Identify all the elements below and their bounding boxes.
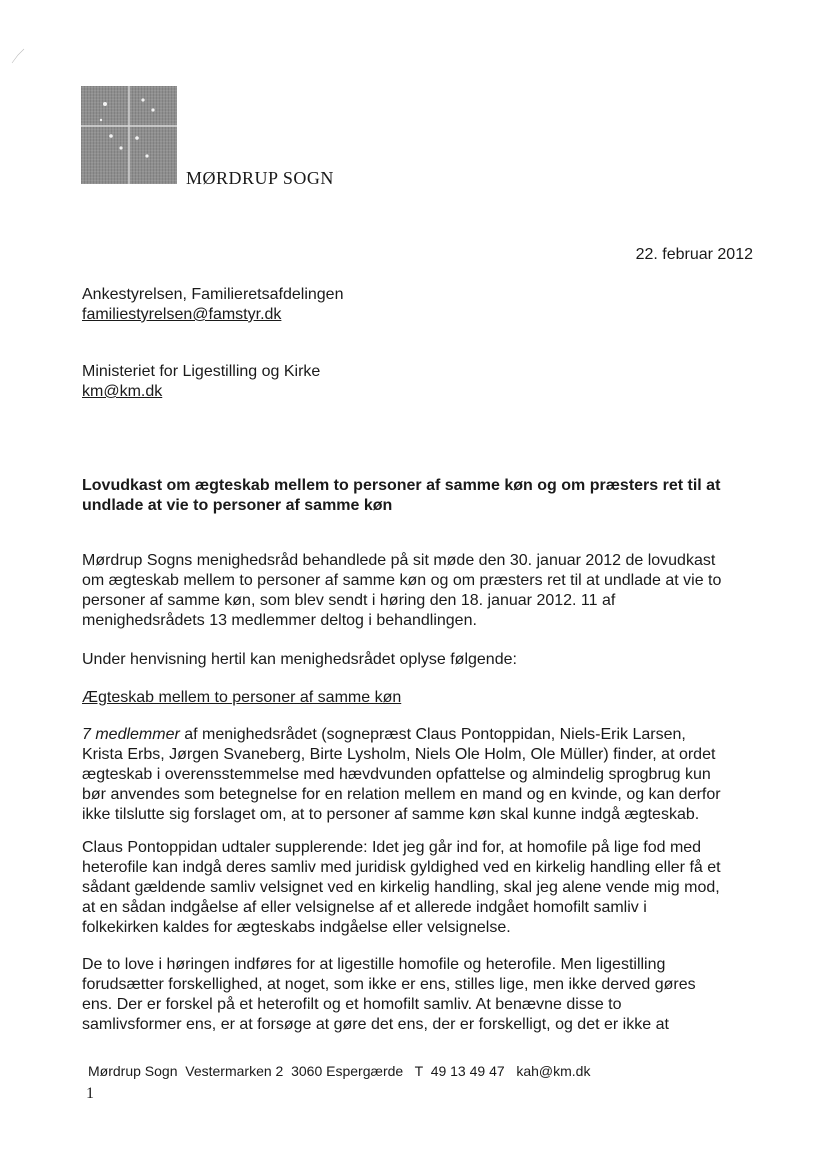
body-paragraph-4	[82, 838, 757, 938]
text-line: personer af samme køn, som blev sendt i høring den 18. januar 2012. 11 af	[82, 592, 616, 609]
body-paragraph-2: Under henvisning hertil kan menighedsrådet oplyse følgende:	[82, 651, 517, 668]
text-line: om ægteskab mellem to personer af samme køn og om præsters ret til at undlade at vie to	[82, 572, 722, 589]
parish-logo	[81, 86, 177, 184]
text-line	[82, 725, 757, 745]
footer-name: Mørdrup Sogn	[88, 1063, 178, 1079]
text-line: menighedsrådets 13 medlemmer deltog i behandlingen.	[82, 612, 477, 629]
subject-line: Lovudkast om ægteskab mellem to personer af samme køn og om præsters ret til at	[82, 477, 721, 494]
scan-artifact	[10, 45, 30, 65]
text-line: Mørdrup Sogns menighedsråd behandlede på sit møde den 30. januar 2012 de lovudkast	[82, 552, 716, 569]
text-line: ægteskab i overensstemmelse med hævdvunden opfattelse og almindelig sprogbrug kun	[82, 766, 711, 783]
recipient-1	[82, 285, 343, 325]
text-line: folkekirken kaldes for ægteskabs indgåelse eller velsignelse.	[82, 919, 511, 936]
recipient-2	[82, 362, 320, 402]
recipient-email-link[interactable]: familiestyrelsen@famstyr.dk	[82, 306, 282, 323]
text-line: Claus Pontoppidan udtaler supplerende: Idet jeg går ind for, at homofile på lige fod med	[82, 839, 702, 856]
subject-line: undlade at vie to personer af samme køn	[82, 497, 393, 514]
cross-stars-icon	[81, 86, 177, 184]
text-line: De to love i høringen indføres for at ligestille homofile og heterofile. Men ligestilling	[82, 956, 666, 973]
letter-subject	[82, 476, 752, 516]
recipient-name: Ankestyrelsen, Familieretsafdelingen	[82, 286, 344, 303]
text-line: ens. Der er forskel på et heterofilt og et homofilt samliv. At benævne disse to	[82, 996, 622, 1013]
footer-email: kah@km.dk	[516, 1063, 591, 1079]
recipient-name: Ministeriet for Ligestilling og Kirke	[82, 363, 321, 380]
footer-phone: T 49 13 49 47	[414, 1063, 505, 1079]
members-count: 7 medlemmer	[82, 726, 180, 743]
text-segment: af menighedsrådet (sognepræst Claus Pontoppidan, Niels-Erik Larsen,	[179, 726, 686, 743]
text-line: heterofile kan indgå deres samliv med juridisk gyldighed ved en kirkelig handling eller få et	[82, 859, 721, 876]
text-line: ikke tilslutte sig forslaget om, at to personer af samme køn skal kunne indgå ægteskab.	[82, 806, 700, 823]
text-line: Krista Erbs, Jørgen Svaneberg, Birte Lysholm, Niels Ole Holm, Ole Müller) finder, at ordet	[82, 746, 716, 763]
section-heading: Ægteskab mellem to personer af samme køn	[82, 689, 402, 706]
footer-address: Vestermarken 2	[185, 1063, 284, 1079]
parish-name: MØRDRUP SOGN	[186, 168, 334, 188]
text-line: forudsætter forskellighed, at noget, som ikke er ens, stilles lige, men ikke derved gøres	[82, 976, 696, 993]
text-line: bør anvendes som betegnelse for en relation mellem en mand og en kvinde, og kan derfor	[82, 786, 721, 803]
letter-footer	[88, 1063, 590, 1079]
text-line: sådant gældende samliv velsignet ved en kirkelig handling, skal jeg alene vende mig mod,	[82, 879, 720, 896]
recipient-email-link[interactable]: km@km.dk	[82, 383, 163, 400]
page-number: 1	[86, 1085, 94, 1102]
body-paragraph-3	[82, 725, 757, 825]
letter-date: 22. februar 2012	[635, 246, 753, 263]
text-line: at en sådan indgåelse af eller velsignelse af et allerede indgået homofilt samliv i	[82, 899, 647, 916]
body-paragraph-5	[82, 955, 757, 1035]
text-line: samlivsformer ens, er at forsøge at gøre det ens, der er forskelligt, og det er ikke at	[82, 1016, 669, 1033]
body-paragraph-1	[82, 551, 757, 631]
footer-city: 3060 Espergærde	[291, 1063, 404, 1079]
